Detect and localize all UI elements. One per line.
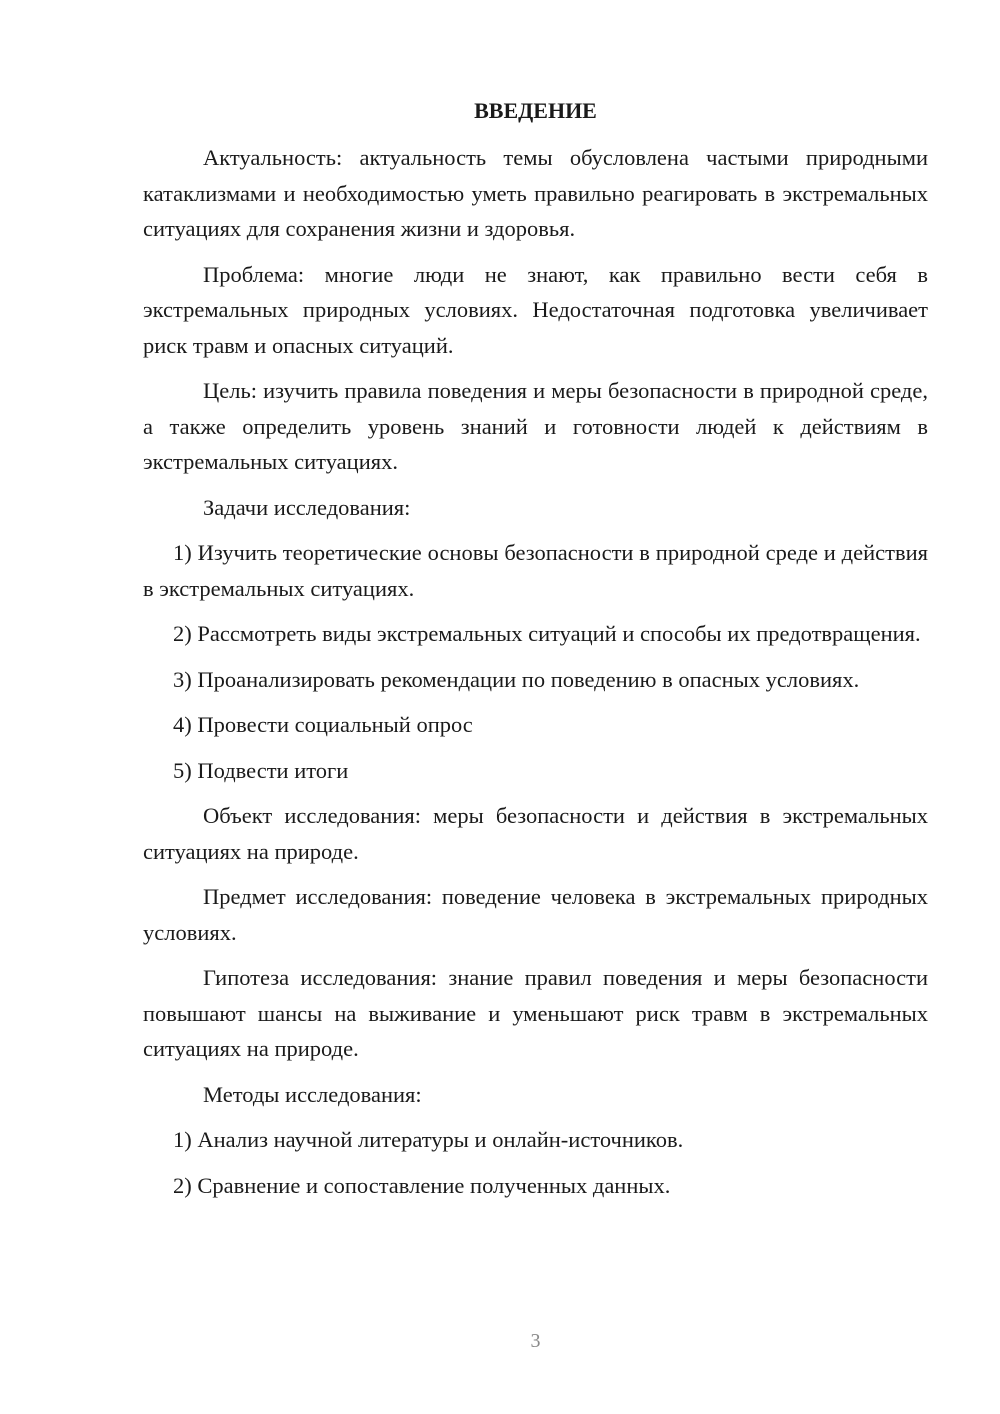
hypothesis-paragraph: Гипотеза исследования: знание правил поведения и меры безопасности повышают шансы на выживание и уменьшают риск травм в экстремальных ситуациях на природе. — [143, 965, 928, 1061]
methods-title: Методы исследования: — [203, 1081, 422, 1107]
task-item-1: 1) Изучить теоретические основы безопасности в природной среде и действия в экстремальных ситуациях. — [143, 540, 928, 601]
method-item-1: 1) Анализ научной литературы и онлайн-источников. — [173, 1127, 684, 1152]
problem-paragraph: Проблема: многие люди не знают, как правильно вести себя в экстремальных природных условиях. Недостаточная подготовка увеличивает риск травм и опасных ситуаций. — [143, 261, 928, 358]
task-item-4: 4) Провести социальный опрос — [173, 712, 473, 737]
page-content — [143, 94, 928, 1213]
object-paragraph: Объект исследования: меры безопасности и действия в экстремальных ситуациях на природе. — [143, 803, 928, 864]
task-item-5: 5) Подвести итоги — [173, 757, 349, 783]
task-item-2: 2) Рассмотреть виды экстремальных ситуаций и способы их предотвращения. — [173, 621, 921, 646]
actuality-paragraph: Актуальность: актуальность темы обусловлена частыми природными катаклизмами и необходимостью уметь правильно реагировать в экстремальных ситуациях для сохранения жизни и здоровья. — [143, 145, 928, 241]
method-item-2: 2) Сравнение и сопоставление полученных данных. — [173, 1172, 671, 1198]
goal-paragraph: Цель: изучить правила поведения и меры безопасности в природной среде, а также определить уровень знаний и готовности людей к действиям в экстремальных ситуациях. — [143, 378, 928, 474]
subject-paragraph: Предмет исследования: поведение человека в экстремальных природных условиях. — [143, 884, 928, 945]
tasks-title: Задачи исследования: — [203, 494, 411, 520]
task-item-3: 3) Проанализировать рекомендации по поведению в опасных условиях. — [173, 666, 860, 692]
page-number: 3 — [530, 1330, 541, 1352]
section-heading: ВВЕДЕНИЕ — [474, 98, 597, 123]
